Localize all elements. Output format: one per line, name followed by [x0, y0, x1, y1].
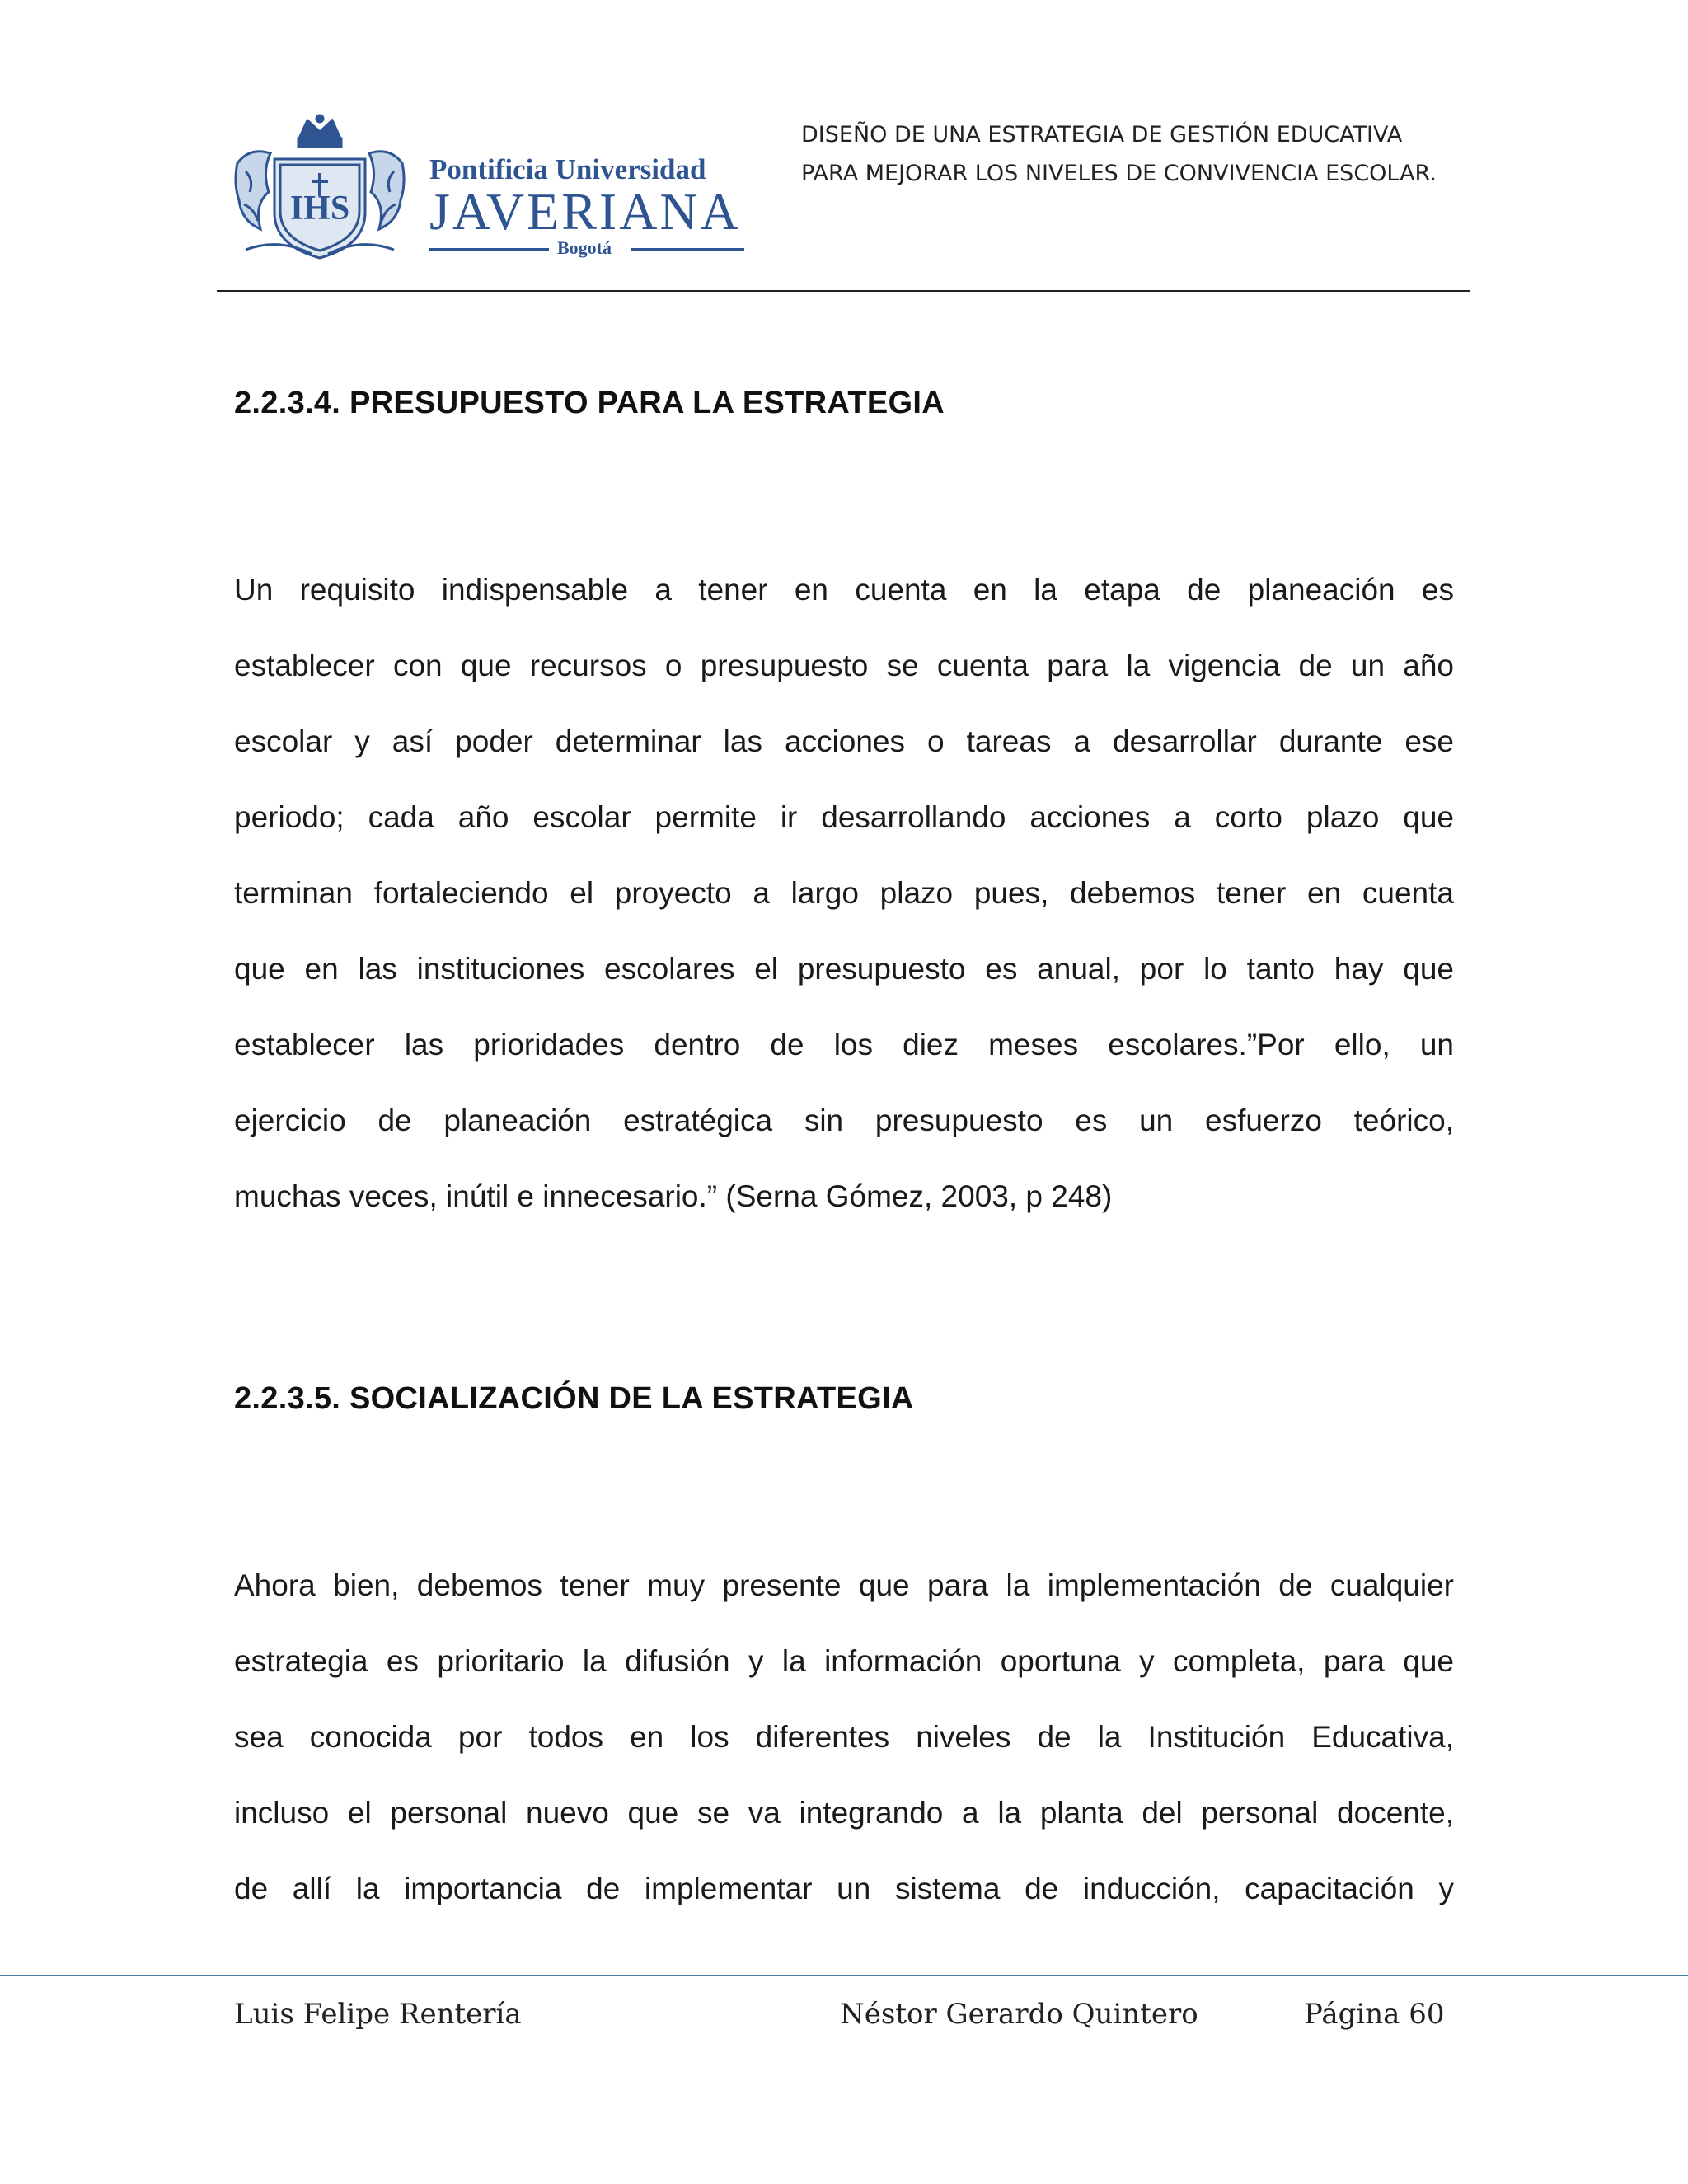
paragraph-budget	[234, 552, 1454, 1235]
footer-author-1: Luis Felipe Rentería	[234, 1998, 522, 2031]
logo-city-line: Bogotá	[557, 237, 612, 258]
section-heading-socialization: 2.2.3.5. SOCIALIZACIÓN DE LA ESTRATEGIA	[234, 1381, 914, 1416]
paragraph-line: sea conocida por todos en los diferentes niveles de la Institución Educativa,	[234, 1720, 1454, 1754]
paragraph-line: establecer con que recursos o presupuesto se cuenta para la vigencia de un año	[234, 649, 1454, 682]
logo-javeriana-line: JAVERIANA	[429, 182, 741, 241]
paragraph-line: incluso el personal nuevo que se va integrando a la planta del personal docente,	[234, 1796, 1454, 1830]
running-title-line-2: PARA MEJORAR LOS NIVELES DE CONVIVENCIA ESCOLAR.	[801, 161, 1437, 186]
university-logo	[229, 114, 744, 262]
footer-divider	[0, 1975, 1688, 1976]
logo-text	[429, 153, 744, 260]
header-divider	[217, 290, 1470, 292]
logo-rule-left	[429, 248, 549, 251]
running-title-line-1: DISEÑO DE UNA ESTRATEGIA DE GESTIÓN EDUCATIVA	[801, 122, 1403, 148]
paragraph-line: estrategia es prioritario la difusión y la información oportuna y completa, para que	[234, 1644, 1454, 1678]
paragraph-line: establecer las prioridades dentro de los diez meses escolares.”Por ello, un	[234, 1028, 1454, 1062]
footer-author-2: Néstor Gerardo Quintero	[840, 1998, 1198, 2031]
logo-city-row	[429, 237, 744, 260]
paragraph-line: escolar y así poder determinar las acciones o tareas a desarrollar durante ese	[234, 724, 1454, 758]
paragraph-line: ejercicio de planeación estratégica sin presupuesto es un esfuerzo teórico,	[234, 1104, 1454, 1137]
logo-university-line: Pontificia Universidad	[429, 153, 706, 185]
section-heading-budget: 2.2.3.4. PRESUPUESTO PARA LA ESTRATEGIA	[234, 386, 945, 420]
paragraph-line: que en las instituciones escolares el presupuesto es anual, por lo tanto hay que	[234, 952, 1454, 986]
paragraph-line: Ahora bien, debemos tener muy presente que para la implementación de cualquier	[234, 1568, 1454, 1602]
paragraph-line: de allí la importancia de implementar un sistema de inducción, capacitación y	[234, 1872, 1454, 1905]
svg-text:IHS: IHS	[289, 190, 350, 227]
page-number: Página 60	[1304, 1998, 1445, 2031]
university-crest-icon	[229, 114, 410, 262]
paragraph-socialization	[234, 1548, 1454, 1927]
paragraph-line: Un requisito indispensable a tener en cuenta en la etapa de planeación es	[234, 573, 1454, 607]
paragraph-line: terminan fortaleciendo el proyecto a largo plazo pues, debemos tener en cuenta	[234, 876, 1454, 910]
paragraph-line: periodo; cada año escolar permite ir desarrollando acciones a corto plazo que	[234, 800, 1454, 834]
paragraph-line: muchas veces, inútil e innecesario.” (Serna Gómez, 2003, p 248)	[234, 1179, 1113, 1213]
document-running-title	[801, 115, 1461, 193]
logo-rule-right	[631, 248, 744, 251]
